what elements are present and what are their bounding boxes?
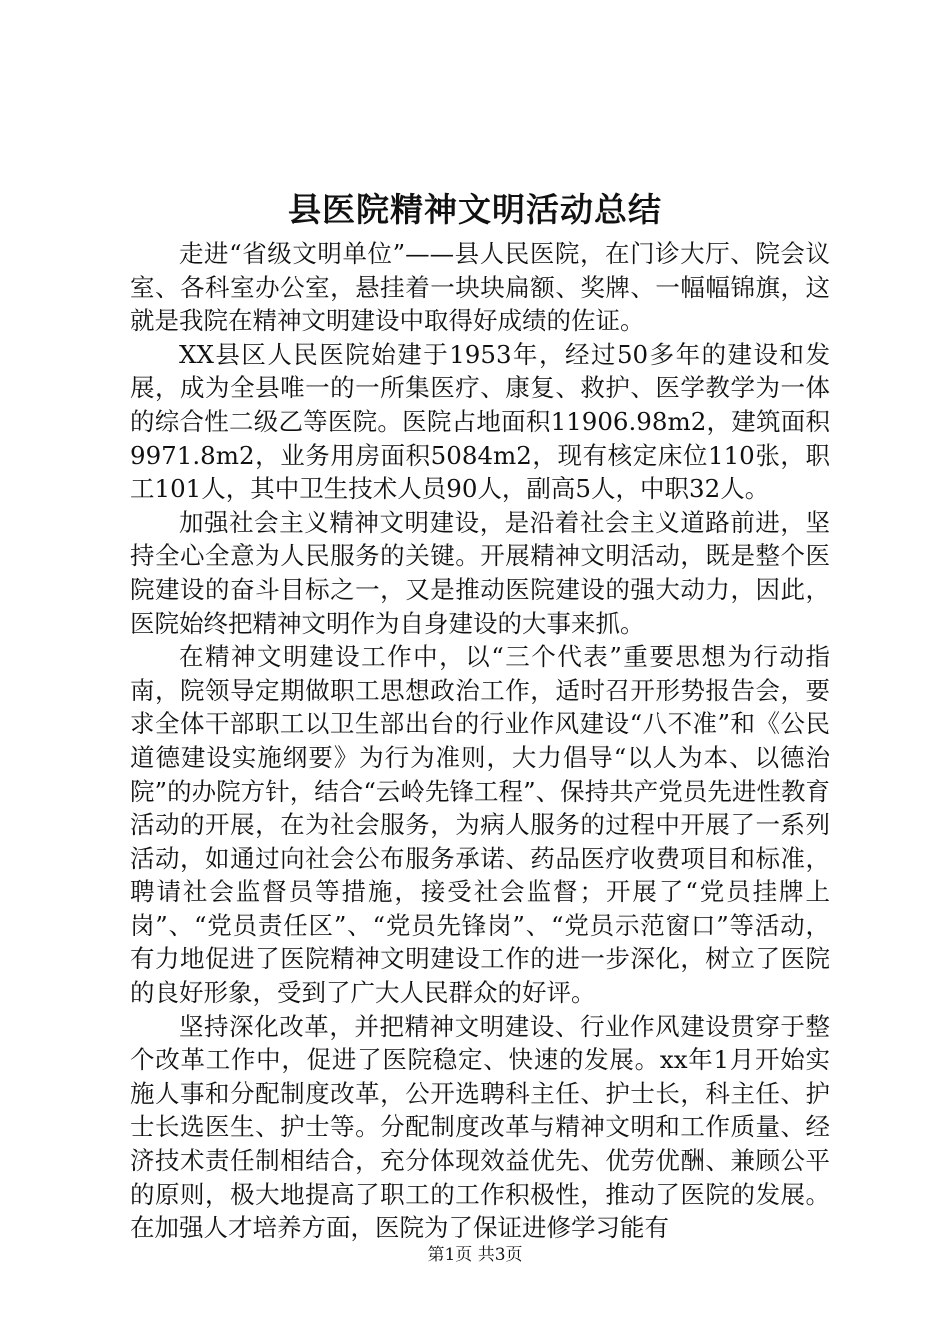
- paragraph-activities: 在精神文明建设工作中，以“三个代表”重要思想为行动指南，院领导定期做职工思想政治工作，适时召开形势报告会，要求全体干部职工以卫生部出台的行业作风建设“八不准”和《公民道德建设实施纲要》为行为准则，大力倡导“以人为本、以德治院”的办院方针，结合“云岭先锋工程”、保持共产党员先进性教育活动的开展，在为社会服务，为病人服务的过程中开展了一系列活动，如通过向社会公布服务承诺、药品医疗收费项目和标准，聘请社会监督员等措施，接受社会监督；开展了“党员挂牌上岗”、“党员责任区”、“党员先锋岗”、“党员示范窗口”等活动，有力地促进了医院精神文明建设工作的进一步深化，树立了医院的良好形象，受到了广大人民群众的好评。: [130, 642, 830, 1008]
- paragraph-reform: 坚持深化改革，并把精神文明建设、行业作风建设贯穿于整个改革工作中，促进了医院稳定、快速的发展。xx年1月开始实施人事和分配制度改革，公开选聘科主任、护士长，科主任、护士长选医生、护士等。分配制度改革与精神文明和工作质量、经济技术责任制相结合，充分体现效益优先、优劳优酬、兼顾公平的原则，极大地提高了职工的工作积极性，推动了医院的发展。在加强人才培养方面，医院为了保证进修学习能有: [130, 1011, 830, 1243]
- paragraph-hospital-overview: XX县区人民医院始建于1953年，经过50多年的建设和发展，成为全县唯一的一所集医疗、康复、救护、医学教学为一体的综合性二级乙等医院。医院占地面积11906.98m2，建筑面积9971.8m2，业务用房面积5084m2，现有核定床位110张，职工101人，其中卫生技术人员90人，副高5人，中职32人。: [130, 339, 830, 504]
- page-number-footer: 第1页 共3页: [427, 1245, 523, 1265]
- document-title: 县医院精神文明活动总结: [288, 190, 662, 229]
- document-body: [130, 237, 830, 1245]
- paragraph-intro: 走进“省级文明单位”——县人民医院，在门诊大厅、院会议室、各科室办公室，悬挂着一块块扁额、奖牌、一幅幅锦旗，这就是我院在精神文明建设中取得好成绩的佐证。: [130, 239, 830, 336]
- paragraph-civilization-construction: 加强社会主义精神文明建设，是沿着社会主义道路前进，坚持全心全意为人民服务的关键。开展精神文明活动，既是整个医院建设的奋斗目标之一，又是推动医院建设的强大动力，因此，医院始终把精神文明作为自身建设的大事来抓。: [130, 507, 830, 638]
